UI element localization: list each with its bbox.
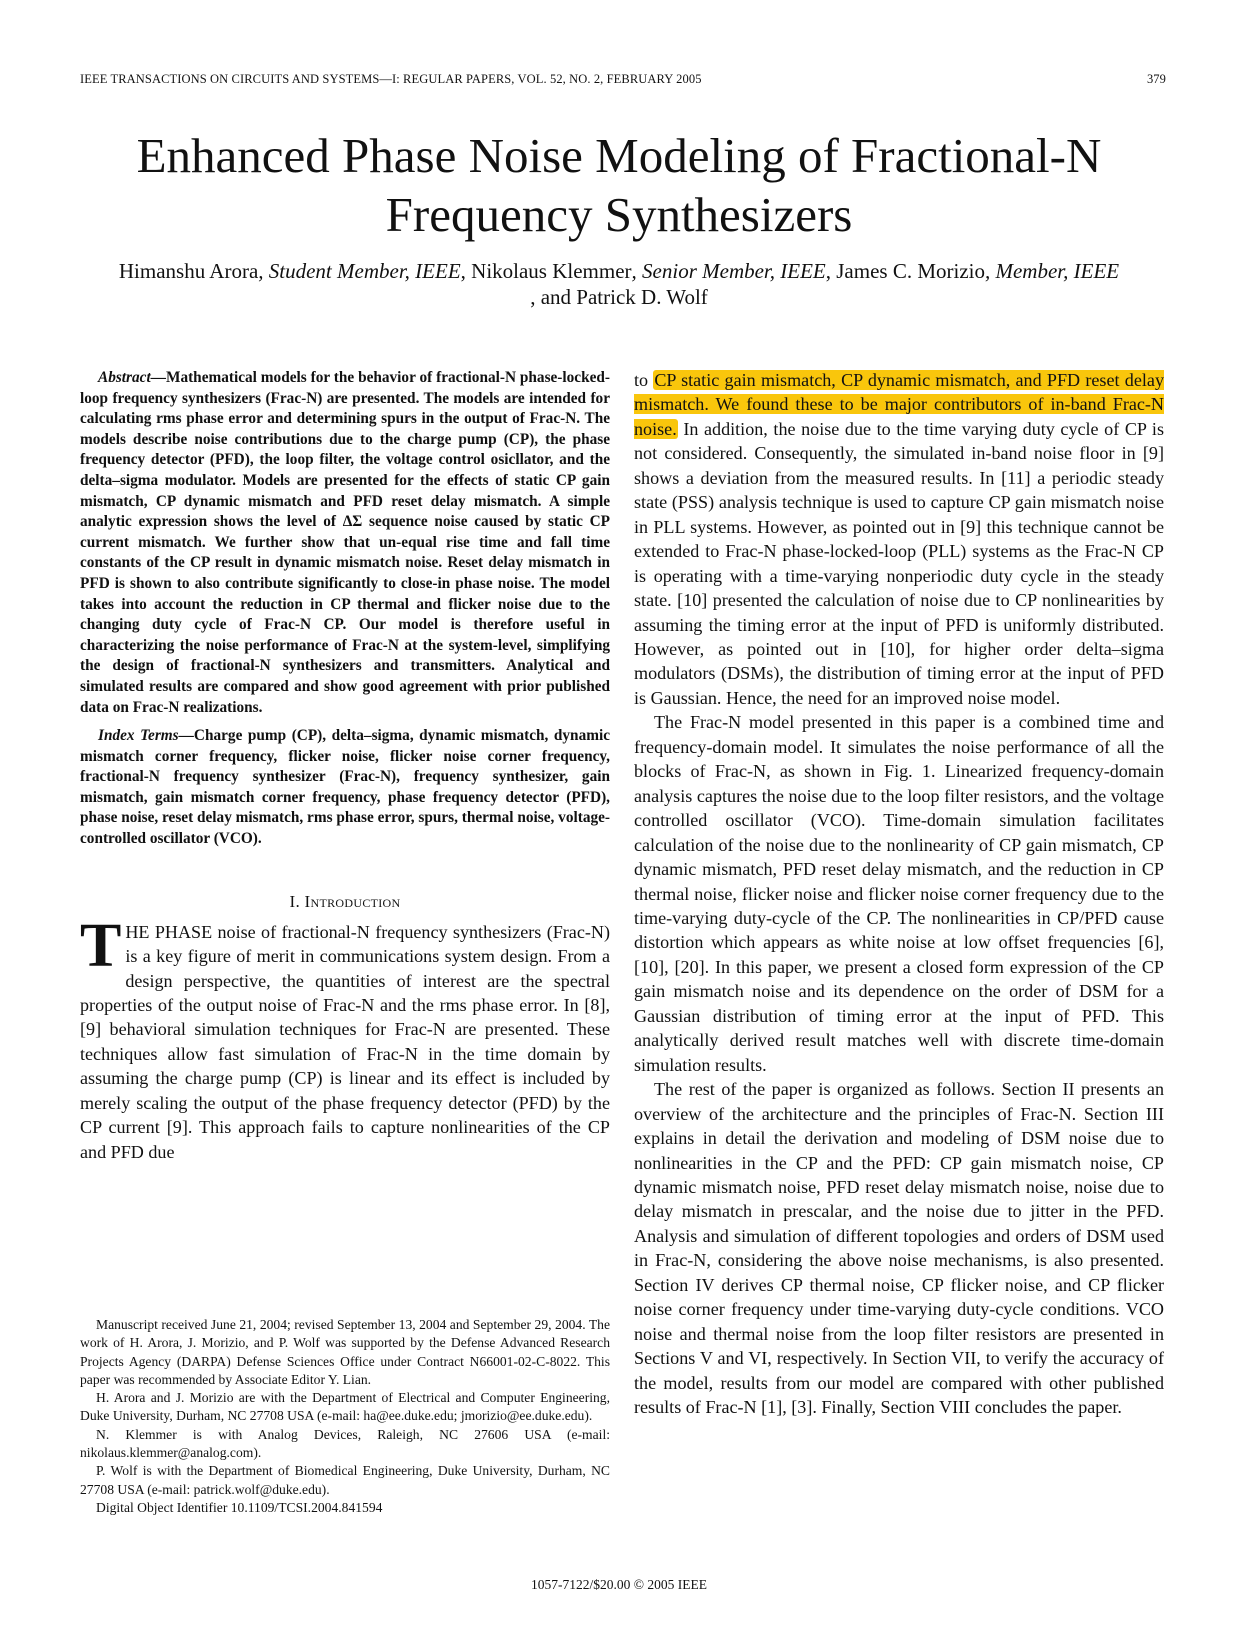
author-3-name: , James C. Morizio xyxy=(825,259,985,283)
journal-name: IEEE TRANSACTIONS ON CIRCUITS AND SYSTEMS—I: REGULAR PAPERS, VOL. 52, NO. 2, FEBRUARY 2005 xyxy=(80,72,702,86)
title-line-1: Enhanced Phase Noise Modeling of Fractional-N xyxy=(136,128,1102,183)
section-heading-introduction: I. Introduction xyxy=(289,891,401,911)
footnote-arora-morizio: H. Arora and J. Morizio are with the Department of Electrical and Computer Engineering, Duke University, Durham, NC 27708 USA (e-mail: ha@ee.duke.edu; jmorizio@ee.duke.edu). xyxy=(80,1390,610,1424)
drop-cap: T xyxy=(80,911,122,980)
left-column xyxy=(80,368,610,1164)
right-p1-start: to xyxy=(634,370,654,390)
abstract xyxy=(80,368,610,718)
footnote-doi: Digital Object Identifier 10.1109/TCSI.2004.841594 xyxy=(96,1499,383,1515)
paper-title xyxy=(60,126,1178,244)
author-2-name: , Nikolaus Klemmer xyxy=(460,259,632,283)
abstract-label: Abstract— xyxy=(98,369,166,386)
copyright-footer: 1057-7122/$20.00 © 2005 IEEE xyxy=(531,1577,707,1592)
intro-paragraph-text: HE PHASE noise of fractional-N frequency synthesizers (Frac-N) is a key figure of merit in communications system design. From a design perspective, the quantities of interest are the spectral properties of the output noise of Frac-N and the rms phase error. In [8], [9] behavioral simulation techniques for Frac-N are presented. These techniques allow fast simulation of Frac-N in the time domain by assuming the charge pump (CP) is linear and its effect is included by merely scaling the output of the phase frequency detector (PFD) by the CP current [9]. This approach fails to capture nonlinearities of the CP and PFD due xyxy=(80,921,610,1162)
index-terms xyxy=(80,726,610,850)
author-list xyxy=(70,258,1168,310)
right-paragraph-3: The rest of the paper is organized as follows. Section II presents an overview of the architecture and the principles of Frac-N. Section III explains in detail the derivation and modeling of DSM noise due to nonlinearities in the CP and the PFD: CP gain mismatch noise, CP dynamic mismatch noise, PFD reset delay mismatch noise, noise due to delay mismatch in prescalar, and the noise due to jitter in the PFD. Analysis and simulation of different topologies and orders of DSM used in Frac-N, considering the above noise mechanisms, is also presented. Section IV derives CP thermal noise, CP flicker noise, and CP flicker noise corner frequency under time-varying duty-cycle conditions. VCO noise and thermal noise from the loop filter resistors are presented in Sections V and VI, respectively. In Section VII, to verify the accuracy of the model, results from our model are compared with other published results of Frac-N [1], [3]. Finally, Section VIII concludes the paper. xyxy=(634,1079,1164,1418)
highlighted-text[interactable]: CP static gain mismatch, CP dynamic mismatch, and PFD reset delay mismatch. We found these to be major contributors of in-band Frac-N noise. xyxy=(634,370,1164,439)
footnote-manuscript: Manuscript received June 21, 2004; revised September 13, 2004 and September 29, 2004. The work of H. Arora, J. Morizio, and P. Wolf was supported by the Defense Advanced Research Projects Agency (DARPA) Defense Sciences Office under Contract N66001-02-C-8022. This paper was recommended by Associate Editor Y. Lian. xyxy=(80,1317,610,1387)
right-p1-rest: In addition, the noise due to the time varying duty cycle of CP is not considered. Consequently, the simulated in-band noise floor in [9] shows a deviation from the measured results. In [11] a periodic steady state (PSS) analysis technique is used to capture CP gain mismatch noise in PLL systems. However, as pointed out in [9] this technique cannot be extended to Frac-N phase-locked-loop (PLL) systems as the Frac-N CP is operating with a time-varying nonperiodic duty cycle in the steady state. [10] presented the calculation of noise due to CP nonlinearities by assuming the timing error at the input of PFD is uniformly distributed. However, as pointed out in [10], for higher order delta–sigma modulators (DSMs), the distribution of timing error at the input of PFD is Gaussian. Hence, the need for an improved noise model. xyxy=(634,418,1164,708)
author-2-role: , Senior Member, IEEE xyxy=(631,259,826,283)
right-paragraph-2: The Frac-N model presented in this paper is a combined time and frequency-domain model. It simulates the noise performance of all the blocks of Frac-N, as shown in Fig. 1. Linearized frequency-domain analysis captures the noise due to the loop filter resistors, and the voltage controlled oscillator (VCO). Time-domain simulation facilitates calculation of the noise due to the nonlinearity of CP gain mismatch, CP dynamic mismatch, PFD reset delay mismatch, and the reduction in CP thermal noise, flicker noise and flicker noise corner frequency due to the time-varying duty-cycle of the CP. The nonlinearities in CP/PFD cause distortion which appears as white noise at low offset frequencies [6], [10], [20]. In this paper, we present a closed form expression of the CP gain mismatch noise and its dependence on the order of DSM for a Gaussian distribution of timing error at the input of PFD. This analytically derived result matches well with discrete time-domain simulation results. xyxy=(634,712,1164,1075)
title-line-2: Frequency Synthesizers xyxy=(385,187,853,242)
author-1-role: , Student Member, IEEE xyxy=(258,259,461,283)
index-terms-text: Charge pump (CP), delta–sigma, dynamic mismatch, dynamic mismatch corner frequency, flicker noise, flicker noise corner frequency, fractional-N frequency synthesizer (Frac-N), frequency synthesizer, gain mismatch, gain mismatch corner frequency, phase frequency detector (PFD), phase noise, reset delay mismatch, rms phase error, spurs, thermal noise, voltage-controlled oscillator (VCO). xyxy=(80,727,610,848)
footnotes xyxy=(80,1316,610,1517)
author-1-name: Himanshu Arora xyxy=(118,259,259,283)
author-4-line: , and Patrick D. Wolf xyxy=(530,285,708,309)
footnote-wolf: P. Wolf is with the Department of Biomedical Engineering, Duke University, Durham, NC 27708 USA (e-mail: patrick.wolf@duke.edu). xyxy=(80,1463,610,1497)
right-column xyxy=(634,368,1164,1419)
abstract-text: Mathematical models for the behavior of fractional-N phase-locked-loop frequency synthesizers (Frac-N) are presented. The models are intended for calculating rms phase error and determining spurs in the output of Frac-N. The models describe noise contributions due to the charge pump (CP), the phase frequency detector (PFD), the loop filter, the voltage control osicllator, and the delta–sigma modulator. Models are presented for the effects of static CP gain mismatch, CP dynamic mismatch and PFD reset delay mismatch. A simple analytic expression shows the level of ΔΣ sequence noise caused by static CP current mismatch. We further show that un-equal rise time and fall time constants of the CP result in dynamic mismatch noise. Reset delay mismatch in PFD is shown to also contribute significantly to close-in phase noise. The model takes into account the reduction in CP thermal and flicker noise due to the changing duty cycle of Frac-N CP. Our model is therefore useful in characterizing the noise performance of Frac-N at the system-level, simplifying the design of fractional-N synthesizers and transmitters. Analytical and simulated results are compared and show good agreement with prior published data on Frac-N realizations. xyxy=(80,369,610,716)
right-paragraph-1 xyxy=(634,368,1164,710)
index-terms-label: Index Terms— xyxy=(98,727,194,745)
page-number: 379 xyxy=(1146,72,1166,86)
footnote-klemmer: N. Klemmer is with Analog Devices, Raleigh, NC 27606 USA (e-mail: nikolaus.klemmer@analog.com). xyxy=(80,1426,610,1461)
author-3-role: , Member, IEEE xyxy=(984,259,1120,283)
intro-paragraph xyxy=(80,911,610,1165)
